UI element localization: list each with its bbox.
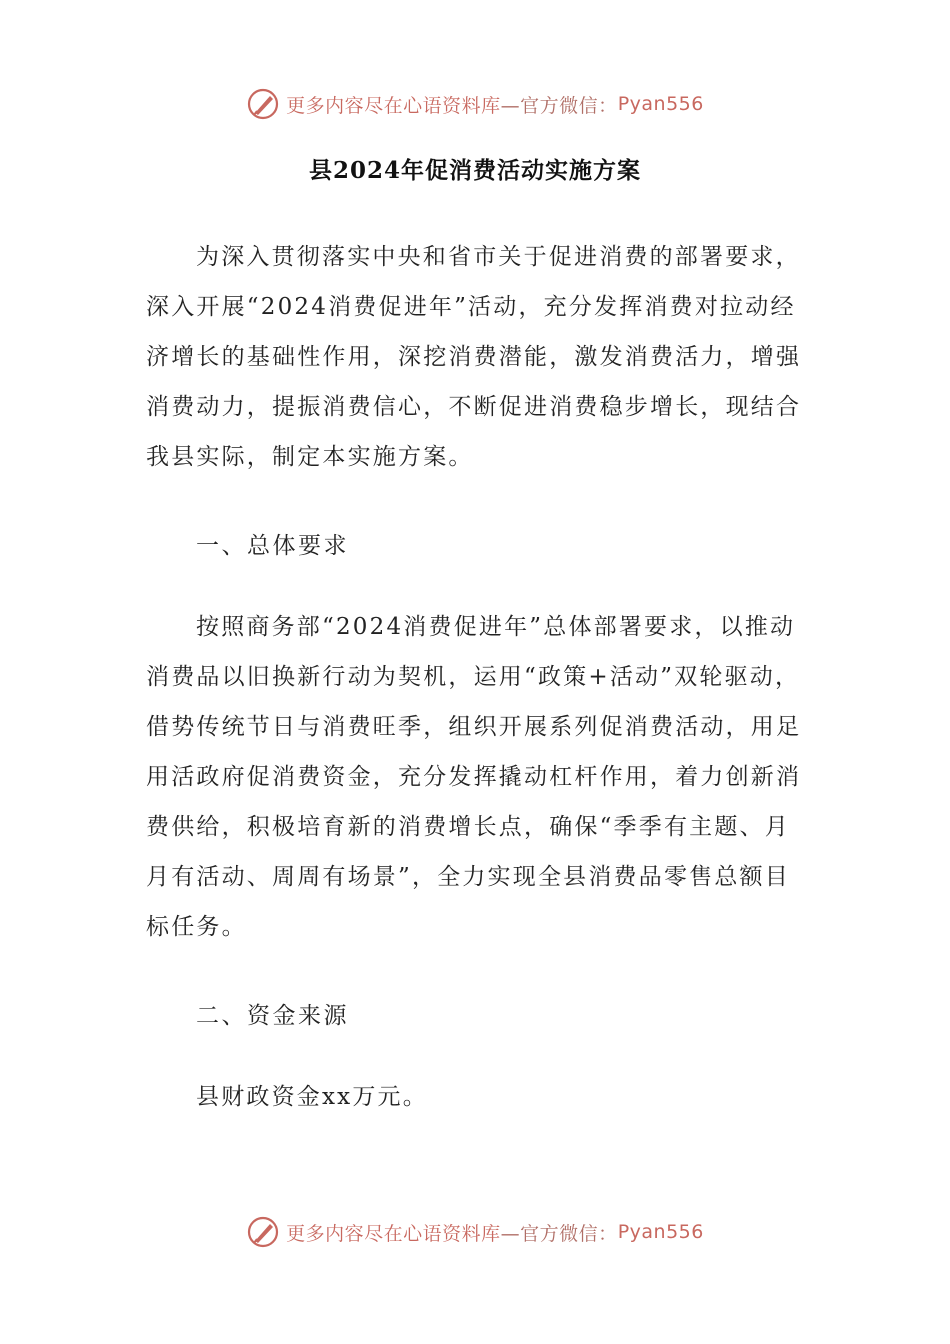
section-heading-general-requirements: 一、总体要求 xyxy=(196,533,349,559)
watermark-text: 更多内容尽在心语资料库 xyxy=(286,1222,501,1245)
watermark-contact: Pyan556 xyxy=(617,1221,704,1243)
watermark-header xyxy=(0,84,950,124)
section-heading-funding-source: 二、资金来源 xyxy=(196,1003,349,1029)
quill-pen-icon xyxy=(246,1215,280,1249)
intro-paragraph: 为深入贯彻落实中央和省市关于促进消费的部署要求，深入开展“2024消费促进年”活动，充分发挥消费对拉动经济增长的基础性作用，深挖消费潜能，激发消费活力，增强消费动力，提振消费信心，不断促进消费稳步增长，现结合我县实际，制定本实施方案。 xyxy=(146,244,802,470)
general-requirements-paragraph: 按照商务部“2024消费促进年”总体部署要求，以推动消费品以旧换新行动为契机，运用“政策+活动”双轮驱动，借势传统节日与消费旺季，组织开展系列促消费活动，用足用活政府促消费资金，充分发挥撬动杠杆作用，着力创新消费供给，积极培育新的消费增长点，确保“季季有主题、月月有活动、周周有场景”，全力实现全县消费品零售总额目标任务。 xyxy=(146,614,802,940)
watermark-official-label: —官方微信： xyxy=(500,94,618,117)
quill-pen-icon xyxy=(246,87,280,121)
watermark-official-label: —官方微信： xyxy=(500,1222,618,1245)
funding-source-paragraph: 县财政资金xx万元。 xyxy=(196,1084,428,1110)
watermark-contact: Pyan556 xyxy=(617,93,704,115)
watermark-footer xyxy=(0,1212,950,1252)
document-title: 县2024年促消费活动实施方案 xyxy=(308,157,641,184)
watermark-text: 更多内容尽在心语资料库 xyxy=(286,94,501,117)
